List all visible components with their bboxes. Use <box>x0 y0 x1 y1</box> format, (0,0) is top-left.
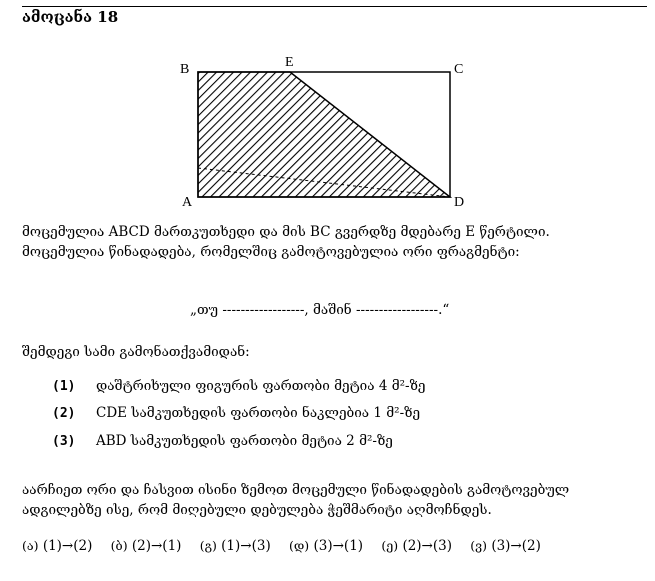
instruction-line-2: ადგილებზე ისე, რომ მიღებული დებულება ჭეშმარიტი აღმოჩნდეს. <box>22 502 492 518</box>
top-rule <box>22 6 647 7</box>
option-d[interactable] <box>289 538 363 554</box>
option-key: (ე) <box>381 538 399 553</box>
intro-line-2: მოცემულია წინადადება, რომელშიც გამოტოვებულია ორი ფრაგმენტი: <box>22 244 520 260</box>
option-value: (3)→(1) <box>313 538 364 554</box>
option-b[interactable] <box>111 538 182 554</box>
option-e[interactable] <box>381 538 452 554</box>
statement-number: (1) <box>52 379 76 394</box>
option-v[interactable] <box>470 538 541 554</box>
option-value: (2)→(3) <box>402 538 452 554</box>
instruction-line-1: აარჩიეთ ორი და ჩასვით ისინი ზემოთ მოცემული წინადადების გამოტოვებულ <box>22 482 570 498</box>
option-g[interactable] <box>200 538 271 554</box>
option-a[interactable] <box>22 538 92 554</box>
rectangle-figure <box>170 50 470 210</box>
hatched-trapezoid <box>198 72 450 197</box>
option-key: (ვ) <box>470 538 488 553</box>
option-value: (2)→(1) <box>131 538 182 554</box>
choices-intro: შემდეგი სამი გამონათქვამიდან: <box>22 344 250 360</box>
statement-text: ABD სამკუთხედის ფართობი მეტია 2 მ²-ზე <box>96 433 393 449</box>
point-d-label: D <box>454 195 465 210</box>
figure-drawing <box>170 50 470 210</box>
statement-text: დაშტრიხული ფიგურის ფართობი მეტია 4 მ²-ზე <box>96 378 426 394</box>
answer-options <box>22 538 555 554</box>
option-key: (დ) <box>289 538 310 553</box>
statement-number: (3) <box>52 434 76 449</box>
point-e-label: E <box>285 55 294 70</box>
statement-item-2 <box>52 405 420 421</box>
statement-item-3 <box>52 433 393 449</box>
statement-number: (2) <box>52 406 76 421</box>
option-value: (1)→(2) <box>42 538 93 554</box>
option-value: (1)→(3) <box>221 538 271 554</box>
option-key: (ბ) <box>110 538 128 553</box>
point-c-label: C <box>454 62 464 77</box>
point-b-label: B <box>180 62 190 77</box>
intro-line-1: მოცემულია ABCD მართკუთხედი და მის BC გვერდზე მდებარე E წერტილი. <box>22 224 550 240</box>
option-key: (ა) <box>22 538 39 553</box>
incomplete-statement: „თუ ------------------, მაშინ ------------------.“ <box>190 302 450 318</box>
option-key: (გ) <box>199 538 217 553</box>
option-value: (3)→(2) <box>491 538 541 554</box>
task-title: ამოცანა 18 <box>22 8 119 26</box>
statement-text: CDE სამკუთხედის ფართობი ნაკლებია 1 მ²-ზე <box>96 405 421 421</box>
statement-item-1 <box>52 378 426 394</box>
point-a-label: A <box>182 195 193 210</box>
